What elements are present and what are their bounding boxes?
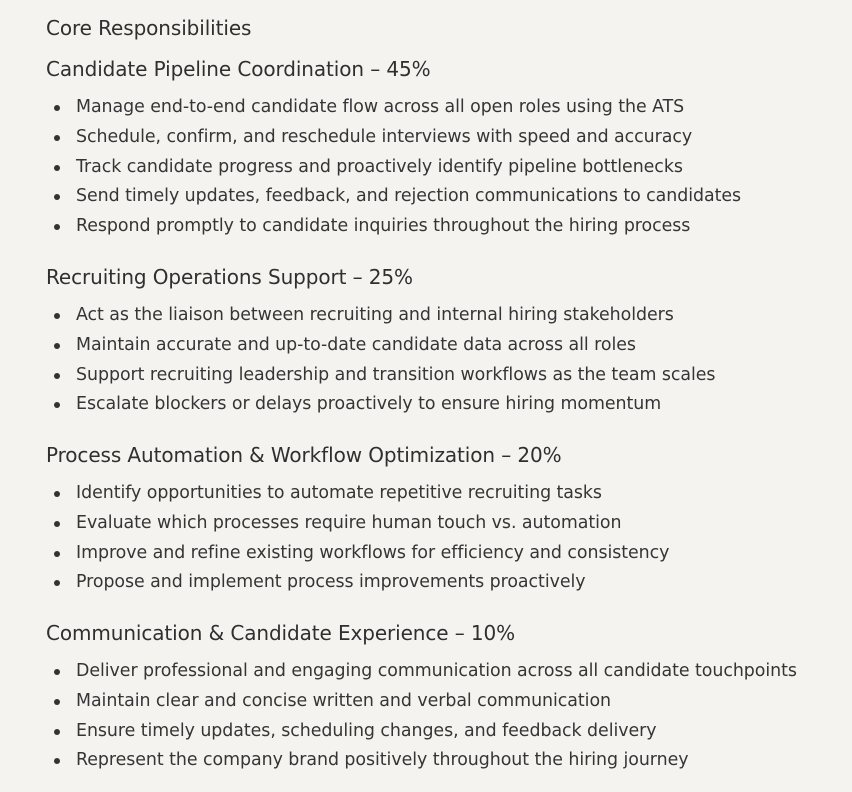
list-item-text: Manage end-to-end candidate flow across all open roles using the ATS [76,97,685,117]
list-item [46,361,715,391]
bullet-icon [54,313,60,319]
section-heading: Candidate Pipeline Coordination – 45% [46,57,431,81]
list-item [46,539,669,569]
bullet-icon [54,105,60,111]
section-heading: Process Automation & Workflow Optimization – 20% [46,443,562,467]
list-item-text: Improve and refine existing workflows for efficiency and consistency [76,542,670,563]
list-item [46,657,797,687]
list-item [46,568,669,598]
list-item [46,746,797,776]
bullet-icon [54,491,60,497]
bullet-list [46,93,741,242]
section-candidate-pipeline [46,55,741,242]
bullet-list [46,479,669,598]
list-item [46,153,741,183]
bullet-list [46,301,715,420]
list-item-text: Track candidate progress and proactively identify pipeline bottlenecks [76,156,683,177]
section-heading: Recruiting Operations Support – 25% [46,265,413,289]
list-item [46,301,715,331]
list-item [46,509,669,539]
list-item [46,331,715,361]
section-process-automation [46,441,669,598]
list-item-text: Maintain clear and concise written and verbal communication [76,690,612,711]
section-communication-experience [46,619,797,776]
list-item-text: Propose and implement process improvements proactively [76,572,586,593]
bullet-icon [54,373,60,379]
bullet-icon [54,165,60,171]
bullet-icon [54,551,60,557]
list-item [46,182,741,212]
list-item-text: Send timely updates, feedback, and rejection communications to candidates [76,186,742,207]
bullet-icon [54,699,60,705]
list-item-text: Identify opportunities to automate repetitive recruiting tasks [76,483,602,503]
page-title: Core Responsibilities [46,16,252,40]
bullet-icon [54,729,60,735]
list-item [46,212,741,242]
bullet-icon [54,402,60,408]
list-item-text: Support recruiting leadership and transition workflows as the team scales [76,364,716,385]
list-item-text: Schedule, confirm, and reschedule interviews with speed and accuracy [76,126,693,147]
bullet-icon [54,135,60,141]
list-item [46,123,741,153]
list-item [46,717,797,747]
bullet-icon [54,224,60,230]
list-item-text: Escalate blockers or delays proactively to ensure hiring momentum [76,394,662,415]
list-item [46,390,715,420]
list-item [46,479,669,509]
bullet-icon [54,343,60,349]
list-item-text: Deliver professional and engaging communication across all candidate touchpoints [76,661,797,681]
list-item-text: Respond promptly to candidate inquiries throughout the hiring process [76,216,691,237]
list-item [46,93,741,123]
list-item-text: Ensure timely updates, scheduling changes, and feedback delivery [76,720,657,741]
bullet-icon [54,194,60,200]
bullet-icon [54,758,60,764]
list-item-text: Act as the liaison between recruiting and internal hiring stakeholders [76,305,674,325]
list-item-text: Evaluate which processes require human touch vs. automation [76,512,622,533]
list-item-text: Represent the company brand positively throughout the hiring journey [76,750,689,771]
section-heading: Communication & Candidate Experience – 10% [46,621,516,645]
section-recruiting-operations [46,263,715,420]
bullet-list [46,657,797,776]
bullet-icon [54,669,60,675]
bullet-icon [54,580,60,586]
bullet-icon [54,521,60,527]
list-item-text: Maintain accurate and up-to-date candidate data across all roles [76,334,636,355]
list-item [46,687,797,717]
